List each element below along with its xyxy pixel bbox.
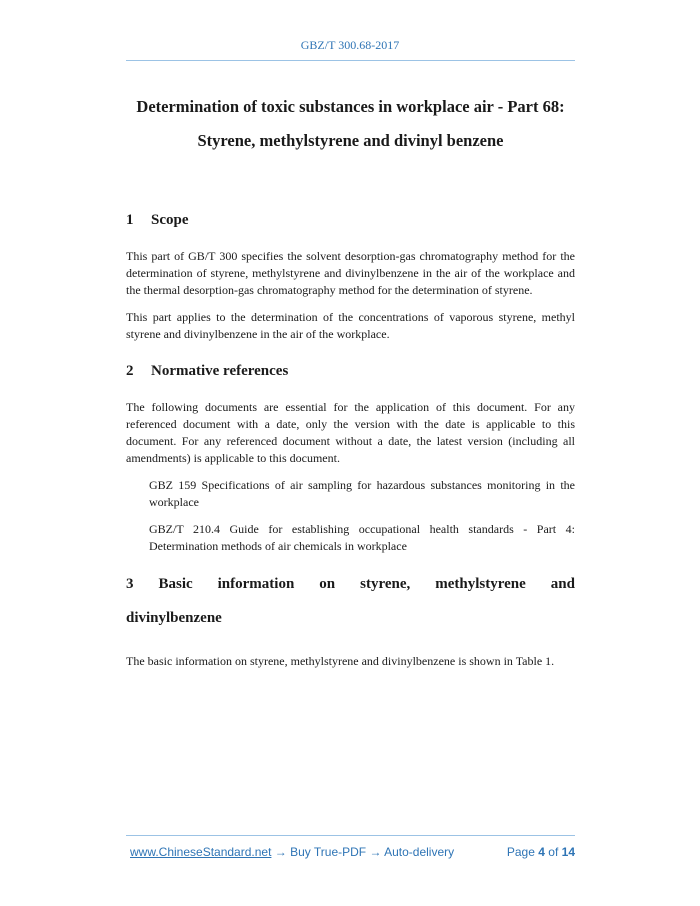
section-2-number: 2	[126, 363, 134, 379]
section-3-word-2: information	[217, 576, 295, 592]
section-3-word-6: and	[550, 576, 575, 592]
page-number-indicator	[507, 845, 575, 859]
section-3-title-line-1	[126, 567, 575, 601]
reference-gbzt-210-4: GBZ/T 210.4 Guide for establishing occupational health standards - Part 4: Determination methods of air chemicals in workplace	[149, 522, 575, 553]
document-title-line-2: Styrene, methylstyrene and divinyl benzene	[197, 131, 504, 150]
section-3-number: 3	[126, 576, 134, 592]
header-rule	[126, 60, 575, 61]
section-2-title: Normative references	[151, 363, 289, 379]
section-3-word-3: on	[319, 576, 336, 592]
document-title-line-1: Determination of toxic substances in workplace air - Part 68:	[136, 97, 565, 116]
page-of-label: of	[548, 845, 559, 859]
section-1-number: 1	[126, 212, 134, 228]
document-title	[126, 90, 575, 158]
section-1-title: Scope	[151, 212, 189, 228]
running-header: GBZ/T 300.68-2017	[300, 38, 400, 52]
basic-information-paragraph: The basic information on styrene, methylstyrene and divinylbenzene is shown in Table 1.	[126, 654, 555, 668]
scope-paragraph-1: This part of GB/T 300 specifies the solvent desorption-gas chromatography method for the determination of styrene, methylstyrene and divinylbenzene in the air of the workplace and the thermal desorption-gas chromatography method for the determination of styrene.	[126, 249, 575, 297]
footer-promo	[130, 845, 454, 859]
chinese-standard-link[interactable]: www.ChineseStandard.net	[130, 845, 272, 859]
normative-references-paragraph: The following documents are essential for the application of this document. For any referenced document with a date, only the version with the date is applicable to this document. For any referenced document without a date, the latest version (including all amendments) is applicable to this document.	[126, 400, 575, 465]
footer-tagline: → Buy True-PDF → Auto-delivery	[271, 845, 455, 859]
footer-rule	[126, 835, 575, 836]
section-3-word-5: methylstyrene	[435, 576, 526, 592]
page-total: 14	[561, 845, 575, 859]
page-current: 4	[538, 845, 545, 859]
section-3-heading	[126, 567, 575, 635]
page-footer	[130, 845, 575, 859]
section-3-word-4: styrene,	[360, 576, 411, 592]
section-3-word-1: Basic	[158, 576, 193, 592]
section-3-title-line-2: divinylbenzene	[126, 610, 222, 626]
reference-gbz-159: GBZ 159 Specifications of air sampling for hazardous substances monitoring in the workplace	[149, 478, 575, 509]
section-1-heading	[126, 210, 575, 230]
section-2-heading	[126, 361, 575, 381]
page-content	[126, 90, 575, 670]
page-label: Page	[506, 845, 535, 859]
scope-paragraph-2: This part applies to the determination of the concentrations of vaporous styrene, methyl styrene and divinylbenzene in the air of the workplace.	[126, 310, 575, 341]
